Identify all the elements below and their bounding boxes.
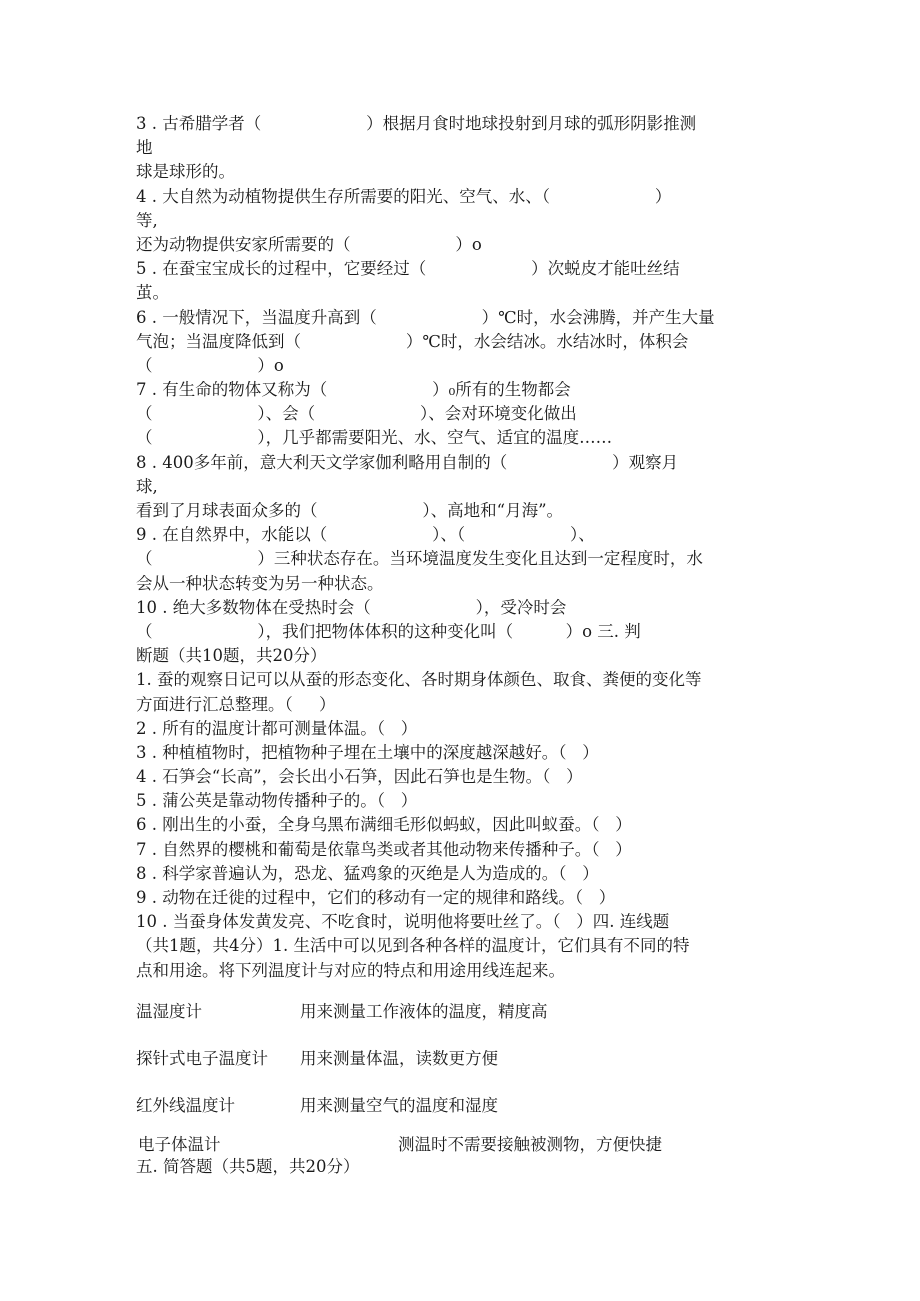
text-line: 5 . 在蚕宝宝成长的过程中，它要经过（ ）次蜕皮才能吐丝结 — [136, 259, 680, 279]
text-line: （共1题，共4分）1. 生活中可以见到各种各样的温度计，它们具有不同的特 — [136, 936, 690, 956]
text-line: 点和用途。将下列温度计与对应的特点和用途用线连起来。 — [136, 960, 565, 980]
matching-row — [136, 999, 796, 1025]
text-line: 6 . 一般情况下，当温度升高到（ ）℃时，水会沸腾，并产生大量 — [136, 307, 715, 327]
text-line: 10 . 绝大多数物体在受热时会（ ），受冷时会 — [136, 597, 567, 617]
text-line: 茧。 — [136, 283, 169, 303]
text-line: 8 . 科学家普遍认为，恐龙、猛鸡象的灭绝是人为造成的。（ ） — [136, 863, 599, 883]
thermometer-use: 测温时不需要接触被测物，方便快捷 — [398, 1135, 662, 1154]
text-line: （ ）o — [136, 355, 284, 375]
text-line: 3 . 种植植物时，把植物种子埋在土壤中的深度越深越好。（ ） — [136, 742, 599, 762]
thermometer-name: 温湿度计 — [136, 1002, 202, 1021]
matching-row — [136, 1046, 796, 1072]
text-line: 2 . 所有的温度计都可测量体温。（ ） — [136, 718, 418, 738]
section-heading: 断题（共10题，共20分） — [136, 646, 327, 666]
text-line: 看到了月球表面众多的（ ）、高地和“月海”。 — [136, 501, 564, 520]
section-heading: 五. 简答题（共5题，共20分） — [136, 1157, 360, 1176]
text-line: 1. 蚕的观察日记可以从蚕的形态变化、各时期身体颜色、取食、粪便的变化等 — [136, 670, 702, 690]
text-line: 还为动物提供安家所需要的（ ）o — [136, 234, 482, 254]
text-line: 等, — [136, 210, 158, 230]
text-line: （ ），几乎都需要阳光、水、空气、适宜的温度…… — [136, 428, 613, 448]
text-line: （ ）三种状态存在。当环境温度发生变化且达到一定程度时，水 — [136, 549, 703, 569]
text-line: 9 . 动物在迁徙的过程中，它们的移动有一定的规律和路线。（ ） — [136, 888, 616, 907]
thermometer-name: 电子体温计 — [138, 1135, 221, 1154]
text-line: 球是球形的。 — [136, 162, 235, 182]
text-line: 球, — [136, 476, 158, 496]
text-line: 5 . 蒲公英是靠动物传播种子的。（ ） — [136, 791, 418, 811]
text-line: 7 . 自然界的樱桃和葡萄是依靠鸟类或者其他动物来传播种子。（ ） — [136, 839, 632, 859]
text-line: 地 — [136, 138, 153, 158]
text-line: 方面进行汇总整理。（ ） — [136, 694, 336, 714]
text-line: 3 . 古希腊学者（ ）根据月食时地球投射到月球的弧形阴影推测 — [136, 114, 697, 133]
text-line: 8 . 400多年前，意大利天文学家伽利略用自制的（ ）观察月 — [136, 452, 679, 472]
text-line: 10 . 当蚕身体发黄发亮、不吃食时，说明他将要吐丝了。（ ）四. 连线题 — [136, 912, 670, 932]
matching-row — [136, 1093, 796, 1119]
text-line: （ ）、会（ ）、会对环境变化做出 — [136, 404, 577, 424]
thermometer-name: 探针式电子温度计 — [136, 1049, 268, 1068]
text-line: 9 . 在自然界中，水能以（ ）、（ ）、 — [136, 525, 595, 545]
thermometer-use: 用来测量体温，读数更方便 — [300, 1049, 498, 1068]
text-line: 会从一种状态转变为另一种状态。 — [136, 573, 384, 593]
text-line: 6 . 刚出生的小蚕，全身乌黑布满细毛形似蚂蚁，因此叫蚁蚕。（ ） — [136, 815, 632, 835]
thermometer-use: 用来测量工作液体的温度，精度高 — [300, 1002, 548, 1021]
text-line: 4 . 大自然为动植物提供生存所需要的阳光、空气、水、（ ） — [136, 186, 672, 206]
text-line: 4 . 石笋会“长高”，会长出小石笋，因此石笋也是生物。（ ） — [136, 767, 583, 787]
text-line: 气泡；当温度降低到（ ）℃时，水会结冰。水结冰时，体积会 — [136, 331, 689, 351]
text-line: 7 . 有生命的物体又称为（ ）₀所有的生物都会 — [136, 380, 571, 400]
text-line: （ ），我们把物体体积的这种变化叫（ ）o 三. 判 — [136, 621, 641, 641]
question-text — [136, 112, 796, 983]
thermometer-use: 用来测量空气的温度和湿度 — [300, 1096, 498, 1115]
thermometer-name: 红外线温度计 — [136, 1096, 235, 1115]
